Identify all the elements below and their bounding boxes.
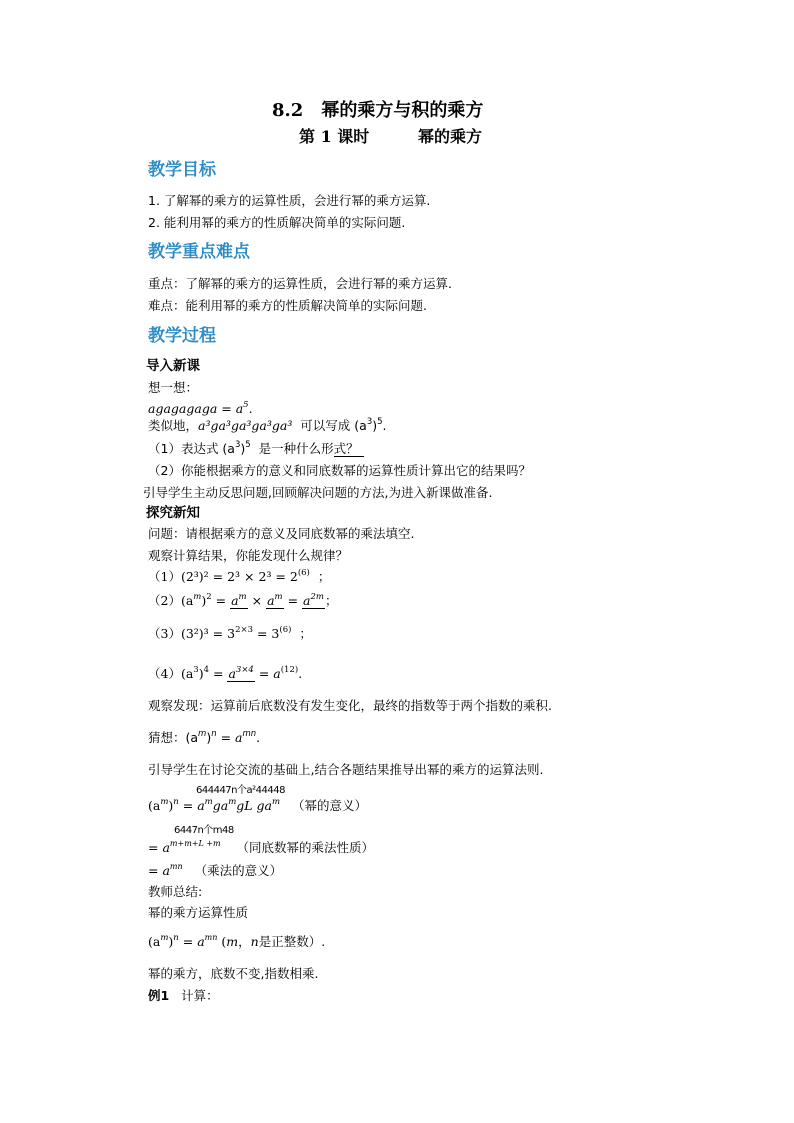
answer-blank-q1 [334, 456, 364, 457]
page-title: 8.2 幂的乘方与积的乘方 [272, 100, 484, 121]
example-1: 例1 计算： [148, 988, 219, 1003]
question-2: （2）你能根据乘方的意义和同底数幂的运算性质计算出它的结果吗？ [148, 463, 531, 478]
exercise-3: $(3)(3^2)^3 = 3^{2\times 3} = 3^{(6)}$ ； [148, 625, 312, 641]
derive-text: 引导学生在讨论交流的基础上,结合各题结果推导出幂的乘方的运算法则. [148, 762, 544, 777]
exercise-1: $(1)(2^3)^2 = 2^3 \times 2^3 = 2^{(6)}$ ； [148, 568, 331, 584]
difficult-point-text: 难点：能利用幂的乘方的性质解决简单的实际问题. [148, 298, 427, 313]
derivation-line-3: = $a^{mn}$ （乘法的意义） [148, 862, 283, 878]
subsection-explore: 探究新知 [146, 505, 200, 521]
section-heading-key-points: 教学重点难点 [148, 242, 250, 262]
exercise-2: $(2)(a^m)^2 = a^m \times a^m = a^{2m}$； [148, 592, 338, 608]
think-prompt: 想一想： [148, 380, 199, 395]
similar-line: 类似地，a³ga³ga³ga³ga³ 可以写成 $(a^3)^5$. [148, 417, 387, 433]
rule-text: 幂的乘方，底数不变,指数相乘. [148, 966, 319, 981]
goal-item-1: 1. 了解幂的乘方的运算性质，会进行幂的乘方运算. [148, 193, 431, 208]
expression-a5: agagagaga = $a^5$. [148, 400, 253, 416]
guess-text: 猜想：$(a^m)^n = a^{mn}$. [148, 729, 261, 745]
observe-text: 观察计算结果，你能发现什么规律？ [148, 548, 349, 563]
summary-label: 教师总结: [148, 884, 203, 899]
finding-text: 观察发现：运算前后底数没有发生变化，最终的指数等于两个指数的乘积. [148, 698, 552, 713]
section-heading-goals: 教学目标 [148, 160, 216, 180]
subsection-intro: 导入新课 [146, 358, 200, 374]
derivation-line-1: $(a^m)^n = a^mga^mgL$ $ga^m$ （幂的意义） [148, 797, 367, 813]
property-formula: $(a^m)^n = a^{mn}$ (m，n是正整数）. [148, 933, 326, 949]
problem-text: 问题：请根据乘方的意义及同底数幂的乘法填空. [148, 526, 415, 541]
derivation-line-2: = $a^{m+m+L +m}$ （同底数幂的乘法性质） [148, 839, 375, 855]
goal-item-2: 2. 能利用幂的乘方的性质解决简单的实际问题. [148, 215, 406, 230]
lesson-label: 第 1 课时 [299, 127, 370, 146]
lesson-topic: 幂的乘方 [418, 127, 483, 146]
question-1: （1）表达式 $(a^3)^5$ 是一种什么形式？ [148, 440, 359, 456]
section-heading-process: 教学过程 [148, 326, 216, 346]
property-title: 幂的乘方运算性质 [148, 905, 249, 920]
overbrace-2: 6447n个m48 [174, 825, 234, 836]
exercise-4: $(4)(a^3)^4 = a^{3\times 4} = a^{(12)}$. [148, 665, 303, 681]
key-point-text: 重点：了解幂的乘方的运算性质，会进行幂的乘方运算. [148, 276, 452, 291]
overbrace-1: 644447n个a²44448 [196, 785, 285, 796]
guide-text: 引导学生主动反思问题,回顾解决问题的方法,为进入新课做准备. [143, 485, 493, 500]
